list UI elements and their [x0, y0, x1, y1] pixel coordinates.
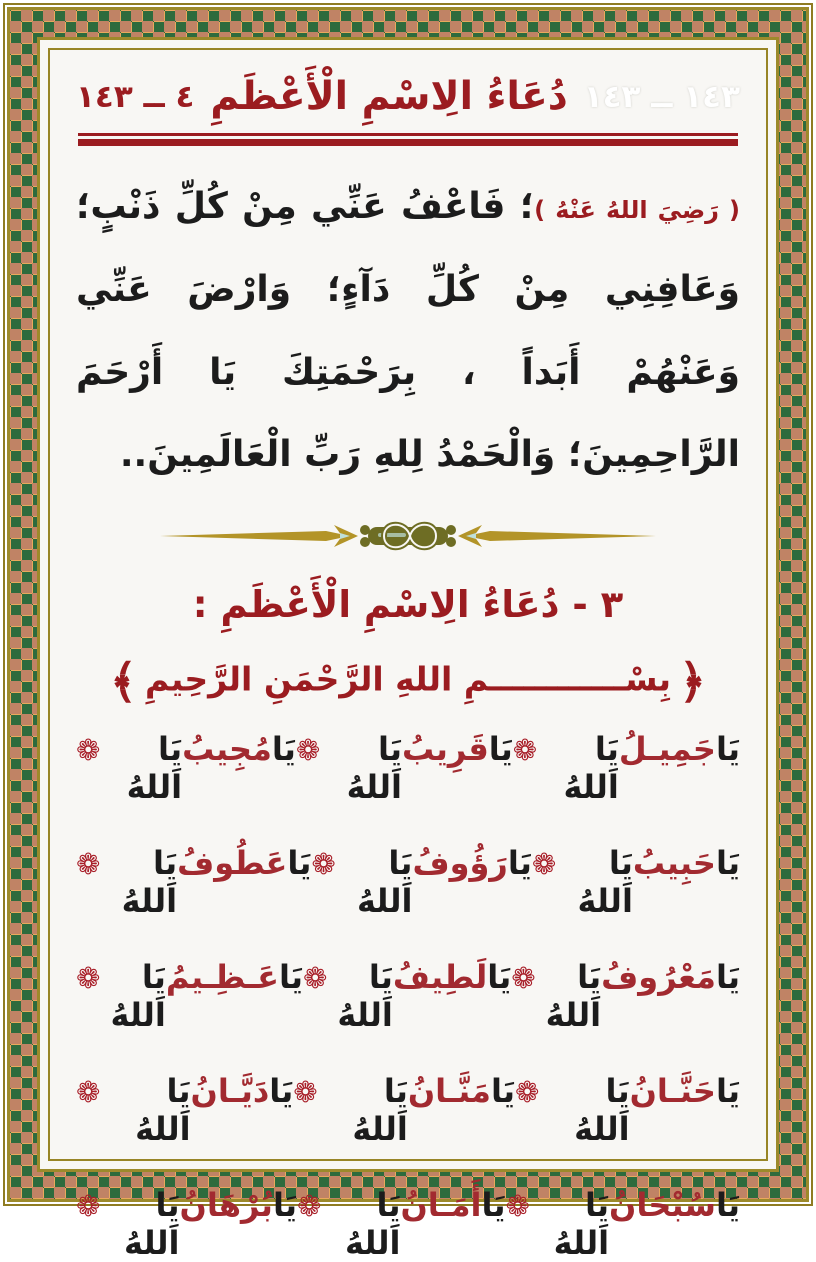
rosette-icon: ❁	[295, 733, 321, 768]
ya-call: يَا	[271, 730, 296, 769]
ya-call: يَا	[287, 844, 312, 883]
divine-name: أَمَـانُ	[400, 1186, 482, 1225]
dua-paragraph	[76, 166, 740, 497]
divine-name: حَنَّـانُ	[629, 1072, 716, 1111]
names-line	[76, 844, 740, 920]
ya-allah: يَا اَللهُ	[126, 730, 183, 807]
rosette-icon: ❁	[75, 1075, 101, 1110]
rosette-icon: ❁	[76, 961, 101, 996]
ya-call: يَا	[272, 1186, 297, 1225]
rosette-icon: ❁	[293, 1075, 318, 1110]
ghost-page-number: ١٤٣ ــ ١٤٣	[583, 78, 740, 115]
ya-call: يَا	[507, 844, 532, 883]
rosette-icon: ❁	[302, 961, 328, 996]
divine-name: بُرْهَانُ	[179, 1186, 273, 1225]
section-heading: ٣ - دُعَاءُ الِاسْمِ الْأَعْظَمِ :	[192, 583, 624, 627]
ya-call: يَا	[487, 958, 512, 997]
double-rule	[78, 133, 738, 146]
divine-name: لَطِيفُ	[392, 958, 488, 997]
basmala	[76, 654, 740, 708]
ya-call: يَا	[715, 844, 740, 883]
rosette-icon: ❁	[76, 1189, 101, 1224]
page-content	[50, 50, 766, 1262]
rosette-icon: ❁	[515, 1075, 540, 1110]
divine-name: مَعْرُوفُ	[601, 958, 716, 997]
ya-allah: يَا اَللهُ	[352, 1072, 408, 1149]
divine-name: مَنَّـانُ	[407, 1072, 491, 1111]
rosette-icon: ❁	[76, 847, 101, 882]
ya-call: يَا	[278, 958, 303, 997]
dua-paragraph-text: ؛ فَاعْفُ عَنِّي مِنْ كُلِّ ذَنْبٍ؛ وَعَافِنِي مِنْ كُلِّ دَآءٍ؛ وَارْضَ عَنِّي وَعَنْهُمْ أَبَداً ، بِرَحْمَتِكَ يَا أَرْحَمَ الرَّاحِمِينَ؛ وَالْحَمْدُ لِلهِ رَبِّ الْعَالَمِينَ..	[76, 186, 740, 476]
rosette-icon: ❁	[531, 847, 557, 882]
ya-allah: يَا اَللهُ	[563, 730, 619, 807]
page-header	[76, 74, 740, 119]
names-line	[76, 1186, 740, 1262]
ya-allah: يَا اَللهُ	[356, 844, 413, 921]
divine-name: رَؤُوفُ	[412, 844, 508, 883]
basmala-text: بِسْــــــــــــمِ اللهِ الرَّحْمَنِ الرَّحِيمِ	[144, 659, 672, 699]
ornament-divider	[158, 513, 658, 559]
divine-name: دَيَّـانُ	[190, 1072, 270, 1111]
ornate-bracket-close-icon: ﴾	[110, 654, 137, 709]
ya-call: يَا	[715, 1186, 740, 1225]
page-number: ٤ ــ ١٤٣	[76, 78, 195, 115]
ya-call: يَا	[488, 730, 513, 769]
ya-allah: يَا اَللهُ	[577, 844, 633, 921]
divine-name: عَـظِـيمُ	[165, 958, 279, 997]
ya-allah: يَا اَللهُ	[124, 1186, 180, 1262]
names-section	[76, 730, 740, 1262]
names-line	[76, 730, 740, 806]
page-title: دُعَاءُ الِاسْمِ الْأَعْظَمِ	[210, 74, 568, 119]
rosette-icon: ❁	[296, 1189, 322, 1224]
ya-call: يَا	[269, 1072, 294, 1111]
rosette-icon: ❁	[512, 733, 538, 768]
ya-allah: يَا اَللهُ	[545, 958, 602, 1035]
rosette-icon: ❁	[511, 961, 536, 996]
ya-call: يَا	[715, 958, 740, 997]
rosette-icon: ❁	[75, 733, 101, 768]
divine-name: عَطُوفُ	[177, 844, 288, 883]
divine-name: سُبْحَانُ	[609, 1186, 716, 1225]
rule-thin-line	[78, 133, 738, 136]
ya-call: يَا	[481, 1186, 506, 1225]
divine-name: قَرِيبُ	[402, 730, 489, 769]
divine-name: حَبِيبُ	[632, 844, 716, 883]
divine-name: مُجِيبُ	[182, 730, 272, 769]
ya-allah: يَا اَللهُ	[110, 958, 166, 1035]
ya-allah: يَا اَللهُ	[553, 1186, 610, 1262]
names-line	[76, 1072, 740, 1148]
ornate-bracket-open-icon: ﴿	[679, 654, 706, 709]
ya-allah: يَا اَللهُ	[135, 1072, 191, 1149]
names-line	[76, 958, 740, 1034]
ya-call: يَا	[490, 1072, 516, 1111]
rosette-icon: ❁	[311, 847, 336, 882]
rosette-icon: ❁	[505, 1189, 530, 1224]
ya-allah: يَا اَللهُ	[345, 1186, 401, 1262]
ya-allah: يَا اَللهُ	[121, 844, 178, 921]
ya-call: يَا	[715, 730, 740, 769]
ya-allah: يَا اَللهُ	[574, 1072, 630, 1149]
divine-name: جَمِيـلُ	[618, 730, 716, 769]
ya-allah: يَا اَللهُ	[346, 730, 403, 807]
ya-call: يَا	[715, 1072, 740, 1111]
rule-thick-line	[78, 139, 738, 146]
ya-allah: يَا اَللهُ	[337, 958, 393, 1035]
radi-allahu-anhu-symbol: ( رَضِيَ اللهُ عَنْهُ )	[534, 196, 741, 224]
